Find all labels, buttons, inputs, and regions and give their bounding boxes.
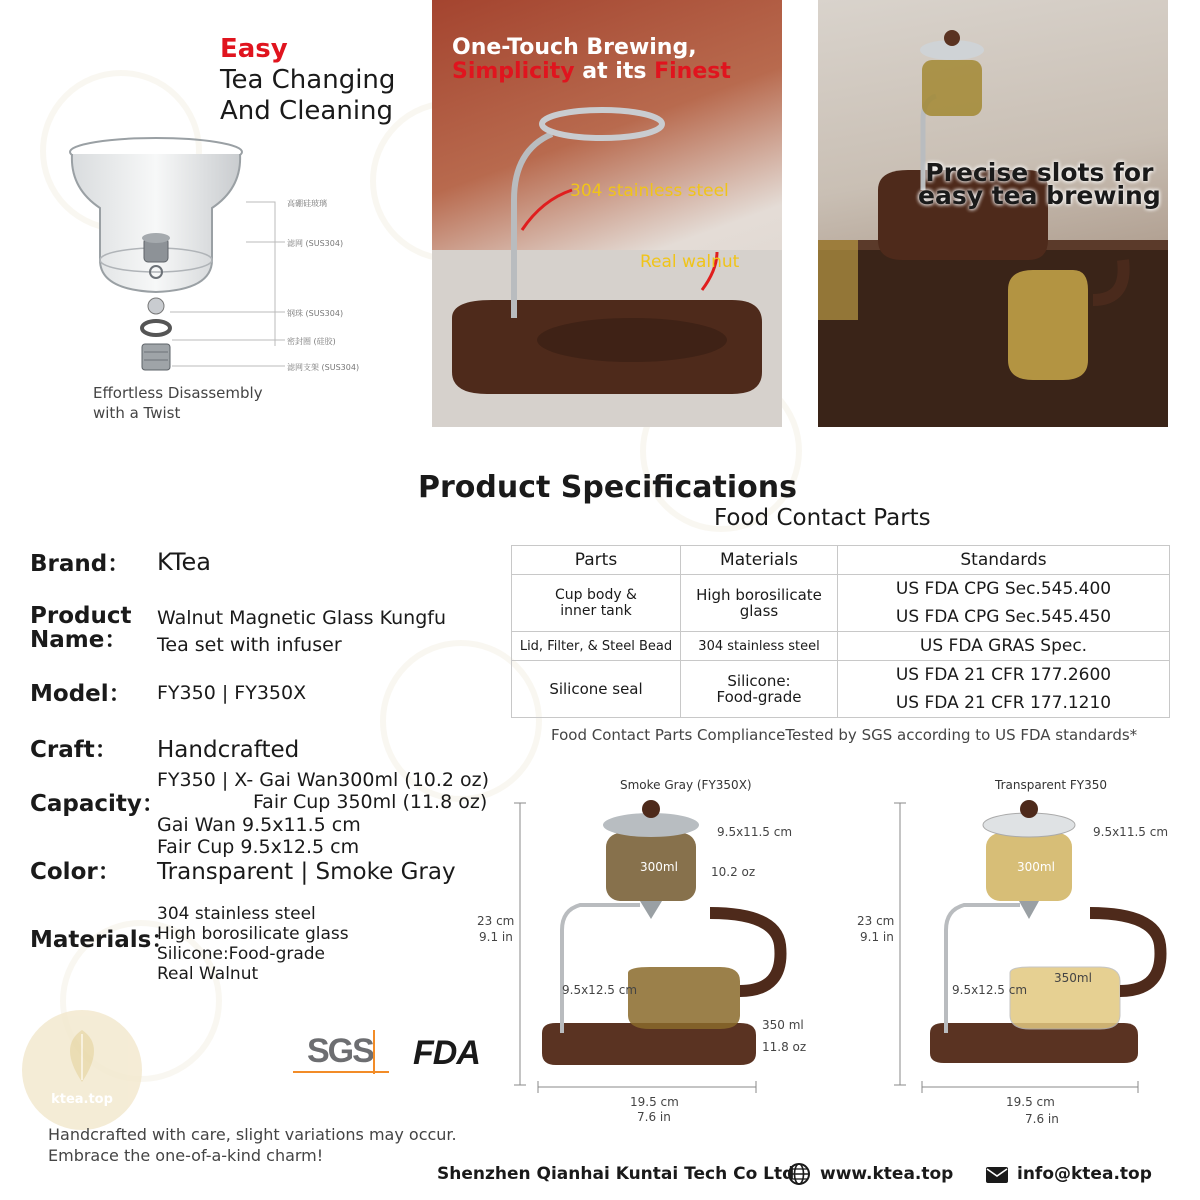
cell-standards (838, 575, 1170, 632)
dim-cup-transparent: 9.5x12.5 cm (952, 983, 1028, 997)
dim-cup-ml-smoke: 350 ml (762, 1018, 804, 1032)
leaf-icon (50, 1026, 114, 1086)
cell-material: High borosilicate glass (681, 575, 838, 632)
dim-height-in-transparent: 9.1 in (860, 930, 894, 944)
callout-glass: 高硼硅玻璃 (287, 199, 327, 208)
food-contact-table (511, 545, 1170, 718)
ktea-badge-text: ktea.top (51, 1092, 113, 1107)
headline-red-finest: Finest (654, 59, 731, 84)
standard-item: US FDA CPG Sec.545.450 (895, 607, 1112, 627)
spec-label-capacity: Capacity： (30, 791, 165, 817)
header-standards: Standards (838, 546, 1170, 575)
cell-part: Cup body & inner tank (512, 575, 681, 632)
spec-value-materials: 304 stainless steel High borosilicate glass Silicone:Food-grade Real Walnut (157, 904, 349, 984)
photo-middle-headline (452, 36, 731, 84)
header-materials: Materials (681, 546, 838, 575)
specs-title: Product Specifications (418, 470, 797, 505)
product-diagram-transparent (880, 795, 1180, 1095)
callout-filter: 滤网 (SUS304) (287, 239, 344, 248)
caption-line1: Precise slots for (925, 158, 1154, 187)
dim-width-cm-smoke: 19.5 cm (630, 1095, 679, 1109)
dim-height-cm-smoke: 23 cm (477, 914, 515, 928)
dim-height-in-smoke: 9.1 in (479, 930, 513, 944)
footer-note-line2: Embrace the one-of-a-kind charm! (48, 1146, 324, 1165)
cell-part: Silicone seal (512, 661, 681, 718)
dim-width-in-transparent: 7.6 in (1025, 1112, 1059, 1126)
label-304-steel: 304 stainless steel (570, 181, 729, 201)
standard-item: US FDA 21 CFR 177.1210 (895, 693, 1112, 713)
photo-right-caption (918, 158, 1161, 210)
spec-value-model: FY350 | FY350X (157, 682, 307, 704)
standard-item: US FDA 21 CFR 177.2600 (895, 665, 1112, 685)
fda-logo: FDA (413, 1034, 480, 1072)
table-header-row (512, 546, 1170, 575)
headline-mid: at its (574, 59, 655, 84)
footer-email-link[interactable]: info@ktea.top (1017, 1164, 1152, 1184)
callout-steel-bead: 钢珠 (SUS304) (287, 309, 344, 318)
dim-width-cm-transparent: 19.5 cm (1006, 1095, 1055, 1109)
hero-headline (220, 34, 395, 127)
table-row (512, 661, 1170, 718)
footer-note (48, 1124, 457, 1166)
headline-line1: One-Touch Brewing, (452, 35, 697, 60)
callout-filter-holder: 滤网支架 (SUS304) (287, 363, 360, 372)
dim-cup-smoke: 9.5x12.5 cm (562, 983, 638, 997)
dim-height-cm-transparent: 23 cm (857, 914, 895, 928)
photo-brewing (818, 0, 1168, 427)
product-name-smoke-gray: Smoke Gray (FY350X) (620, 778, 752, 792)
spec-label-brand: Brand： (30, 551, 131, 577)
callout-seal: 密封圈 (硅胶) (287, 337, 336, 346)
spec-label-product-name: Product Name： (30, 603, 132, 653)
spec-value-capacity-4: Fair Cup 9.5x12.5 cm (157, 836, 360, 858)
dim-gaiwan-vol-transparent: 300ml (1017, 860, 1055, 874)
compliance-note: Food Contact Parts ComplianceTested by SGS according to US FDA standards* (551, 726, 1138, 744)
dim-cup-oz-smoke: 11.8 oz (762, 1040, 807, 1054)
hero-line2: Tea Changing (220, 65, 396, 95)
spec-label-materials: Materials： (30, 927, 175, 953)
footer-website-link[interactable]: www.ktea.top (820, 1164, 954, 1184)
spec-value-product-name: Walnut Magnetic Glass Kungfu Tea set with infuser (157, 607, 446, 656)
dim-gaiwan-smoke: 9.5x11.5 cm (717, 825, 793, 839)
table-row (512, 632, 1170, 661)
cell-material: 304 stainless steel (681, 632, 838, 661)
dim-gaiwan-transparent: 9.5x11.5 cm (1093, 825, 1169, 839)
sgs-logo-text: SGS (307, 1032, 373, 1070)
disassembly-caption: Effortless Disassembly with a Twist (93, 384, 263, 422)
standard-item: US FDA CPG Sec.545.400 (895, 579, 1112, 599)
footer-note-line1: Handcrafted with care, slight variations may occur. (48, 1125, 457, 1144)
email-icon (985, 1166, 1009, 1184)
globe-icon (787, 1162, 811, 1186)
hero-line3: And Cleaning (220, 96, 394, 126)
caption-line2: easy tea brewing (918, 181, 1161, 210)
spec-value-color: Transparent | Smoke Gray (157, 859, 456, 885)
spec-value-capacity-3: Gai Wan 9.5x11.5 cm (157, 814, 361, 836)
product-name-transparent: Transparent FY350 (995, 778, 1107, 792)
header-parts: Parts (512, 546, 681, 575)
dim-gaiwan-oz-smoke: 10.2 oz (711, 865, 756, 879)
food-contact-title: Food Contact Parts (714, 505, 931, 531)
cell-standards (838, 632, 1170, 661)
spec-value-capacity-2: Fair Cup 350ml (11.8 oz) (253, 791, 488, 813)
spec-label-color: Color： (30, 859, 121, 885)
label-real-walnut: Real walnut (640, 252, 740, 272)
cell-part: Lid, Filter, & Steel Bead (512, 632, 681, 661)
dim-width-in-smoke: 7.6 in (637, 1110, 671, 1124)
standard-item: US FDA GRAS Spec. (919, 636, 1088, 656)
spec-value-capacity-1: FY350 | X- Gai Wan300ml (10.2 oz) (157, 769, 490, 791)
hero-easy: Easy (220, 34, 288, 64)
spec-value-craft: Handcrafted (157, 737, 300, 763)
dim-gaiwan-vol-smoke: 300ml (640, 860, 678, 874)
dim-cup-ml-transparent: 350ml (1054, 971, 1092, 985)
spec-label-craft: Craft： (30, 737, 118, 763)
photo-stand (432, 0, 782, 427)
table-row (512, 575, 1170, 632)
footer-company: Shenzhen Qianhai Kuntai Tech Co Ltd (437, 1164, 795, 1184)
spec-value-brand: KTea (157, 548, 211, 576)
headline-red-simplicity: Simplicity (452, 59, 575, 84)
cell-standards (838, 661, 1170, 718)
sgs-logo (293, 1030, 389, 1074)
cell-material: Silicone: Food-grade (681, 661, 838, 718)
spec-label-model: Model： (30, 681, 132, 707)
ktea-badge (22, 1010, 142, 1130)
